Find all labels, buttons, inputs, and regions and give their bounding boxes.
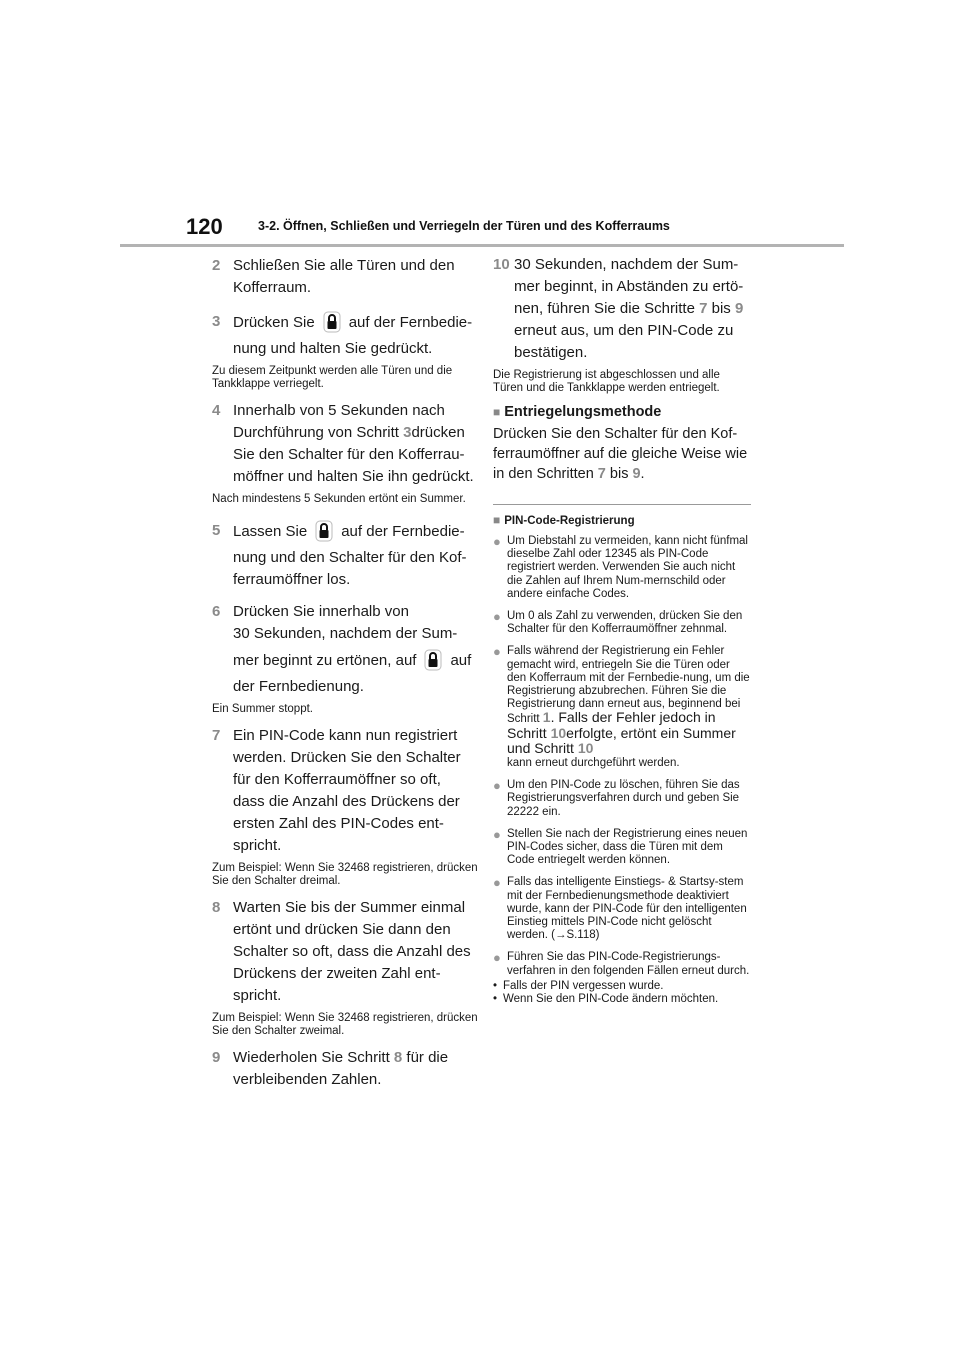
step-number: 7 bbox=[212, 727, 221, 744]
step-3 bbox=[212, 311, 478, 360]
step-text: werden. Drücken Sie den Schalter bbox=[233, 749, 461, 766]
step-text: Drückens der zweiten Zahl ent- bbox=[233, 965, 441, 982]
step-text: Wiederholen Sie Schritt 8 für die bbox=[233, 1049, 449, 1066]
step-9 bbox=[212, 1047, 478, 1091]
circle-bullet-icon: ● bbox=[493, 826, 501, 842]
step-text: Drücken Sie innerhalb von bbox=[233, 603, 409, 620]
unlock-text: Drücken Sie den Schalter für den Kof-ferraumöffner auf die gleiche Weise wie in den Schritten 7 bis 9. bbox=[493, 426, 748, 482]
sub-list bbox=[493, 980, 751, 1007]
unlock-heading: ■ Entriegelungsmethode bbox=[493, 404, 662, 420]
step-text: Kofferraum. bbox=[233, 279, 312, 296]
step-number: 4 bbox=[212, 402, 221, 419]
step-text: bestätigen. bbox=[514, 344, 588, 361]
circle-bullet-icon: ● bbox=[493, 534, 501, 549]
circle-bullet-icon: ● bbox=[493, 950, 501, 966]
pin-heading: ■ PIN-Code-Registrierung bbox=[493, 513, 635, 527]
step-number: 6 bbox=[212, 603, 221, 620]
list-item: ● Falls während der Registrierung ein Fehler gemacht wird, entriegeln Sie die Türen oder den Kofferraum mit der Fernbedie-nung, um die Registrierung abzubrechen. Führen Sie die Registrierung dann erneut aus, beginnend bei Schritt 1. Falls der Fehler jedoch in Schritt 10erfolgte, ertönt ein Summer und Schritt 10 kann erneut durchgeführt werden. bbox=[493, 644, 750, 770]
note-6: Ein Summer stoppt. bbox=[212, 703, 313, 715]
note-7: Zum Beispiel: Wenn Sie 32468 registrieren, drücken Sie den Schalter dreimal. bbox=[212, 862, 478, 887]
step-text: Drücken Sie auf der Fernbedie- bbox=[233, 311, 478, 334]
step-text: Innerhalb von 5 Sekunden nach bbox=[233, 402, 445, 419]
step-text: ersten Zahl des PIN-Codes ent- bbox=[233, 815, 444, 832]
lock-icon bbox=[315, 520, 333, 542]
step-text: 30 Sekunden, nachdem der Sum- bbox=[514, 256, 739, 273]
step-text: Warten Sie bis der Summer einmal bbox=[233, 899, 466, 916]
step-text: spricht. bbox=[233, 987, 282, 1004]
step-text: möffner und halten Sie ihn gedrückt. bbox=[233, 468, 474, 485]
step-text: Sie den Schalter für den Kofferrau- bbox=[233, 446, 465, 463]
step-text: Schließen Sie alle Türen und den bbox=[233, 257, 455, 274]
circle-bullet-icon: ● bbox=[493, 644, 501, 660]
step-text: nung und halten Sie gedrückt. bbox=[233, 340, 433, 357]
step-number: 2 bbox=[212, 257, 221, 274]
step-text: spricht. bbox=[233, 837, 282, 854]
left-column bbox=[212, 254, 478, 1095]
step-6 bbox=[212, 601, 478, 698]
step-text: mer beginnt, in Abständen zu ertö- bbox=[514, 278, 744, 295]
step-2 bbox=[212, 255, 478, 299]
step-text: der Fernbedienung. bbox=[233, 678, 364, 695]
page-number: 120 bbox=[186, 214, 223, 239]
right-column bbox=[493, 254, 751, 1007]
note-8: Zum Beispiel: Wenn Sie 32468 registrieren, drücken Sie den Schalter zweimal. bbox=[212, 1012, 478, 1037]
arrow-icon: → bbox=[554, 929, 567, 942]
lock-icon bbox=[424, 649, 442, 671]
step-text: ferraumöffner los. bbox=[233, 571, 351, 588]
square-bullet-icon: ■ bbox=[493, 405, 501, 419]
circle-bullet-icon: ● bbox=[493, 875, 501, 891]
section-divider bbox=[493, 504, 751, 505]
list-item: ● Stellen Sie nach der Registrierung eines neuen PIN-Codes sicher, dass die Türen mit dem Code entriegelt werden können. bbox=[493, 826, 748, 867]
step-text: dass die Anzahl des Drückens der bbox=[233, 793, 460, 810]
header-rule bbox=[120, 244, 844, 247]
step-text: Schalter so oft, dass die Anzahl des bbox=[233, 943, 471, 960]
circle-bullet-icon: ● bbox=[493, 609, 501, 625]
step-text: nen, führen Sie die Schritte 7 bis 9 bbox=[514, 300, 744, 317]
step-5 bbox=[212, 520, 478, 591]
step-text: Lassen Sie auf der Fernbedie- bbox=[233, 520, 478, 543]
step-text: nung und den Schalter für den Kof- bbox=[233, 549, 467, 566]
step-text: mer beginnt zu ertönen, auf auf bbox=[233, 649, 478, 672]
step-7 bbox=[212, 725, 478, 857]
note-4: Nach mindestens 5 Sekunden ertönt ein Summer. bbox=[212, 493, 466, 505]
step-number: 9 bbox=[212, 1049, 221, 1066]
square-bullet-icon: ■ bbox=[493, 513, 501, 527]
step-text: Ein PIN-Code kann nun registriert bbox=[233, 727, 458, 744]
circle-bullet-icon: ● bbox=[493, 778, 501, 794]
list-item: ● Führen Sie das PIN-Code-Registrierungs-verfahren in den folgenden Fällen erneut durch. bbox=[493, 950, 750, 977]
sub-list-item: • Falls der PIN vergessen wurde. bbox=[493, 979, 664, 992]
list-item: ● Um 0 als Zahl zu verwenden, drücken Sie den Schalter für den Kofferraumöffner zehnmal. bbox=[493, 609, 743, 636]
step-text: für den Kofferraumöffner so oft, bbox=[233, 771, 441, 788]
step-number: 10 bbox=[493, 256, 510, 273]
step-text: 30 Sekunden, nachdem der Sum- bbox=[233, 625, 458, 642]
step-text: verbleibenden Zahlen. bbox=[233, 1071, 382, 1088]
list-item: ● Um den PIN-Code zu löschen, führen Sie das Registrierungsverfahren durch und geben Sie 22222 ein. bbox=[493, 778, 740, 818]
note-3: Zu diesem Zeitpunkt werden alle Türen und die Tankklappe verriegelt. bbox=[212, 365, 453, 390]
step-text: ertönt und drücken Sie dann den bbox=[233, 921, 451, 938]
lock-icon bbox=[323, 311, 341, 333]
step-number: 5 bbox=[212, 522, 221, 539]
step-text: erneut aus, um den PIN-Code zu bbox=[514, 322, 734, 339]
step-text: Durchführung von Schritt 3drücken bbox=[233, 424, 465, 441]
note-10: Die Registrierung ist abgeschlossen und alle Türen und die Tankklappe werden entriegelt. bbox=[493, 369, 720, 394]
section-title: 3-2. Öffnen, Schließen und Verriegeln der Türen und des Kofferraums bbox=[258, 219, 670, 233]
list-item: ● Falls das intelligente Einstiegs- & Startsy-stem mit der Fernbedienungsmethode deaktiviert wurde, kann der PIN-Code für den intelligenten Einstieg mittels PIN-Code nicht gelöscht werden. (→S.118) bbox=[493, 875, 747, 942]
sub-list-item: • Wenn Sie den PIN-Code ändern möchten. bbox=[493, 993, 719, 1006]
step-8 bbox=[212, 897, 478, 1007]
step-10 bbox=[493, 254, 751, 364]
step-4 bbox=[212, 400, 478, 488]
step-number: 3 bbox=[212, 313, 221, 330]
step-number: 8 bbox=[212, 899, 221, 916]
list-item: ● Um Diebstahl zu vermeiden, kann nicht fünfmal dieselbe Zahl oder 12345 als PIN-Code registriert werden. Verwenden Sie auch nicht die Zahlen auf Ihrem Num-mernschild oder andere einfache Codes. bbox=[493, 534, 748, 600]
